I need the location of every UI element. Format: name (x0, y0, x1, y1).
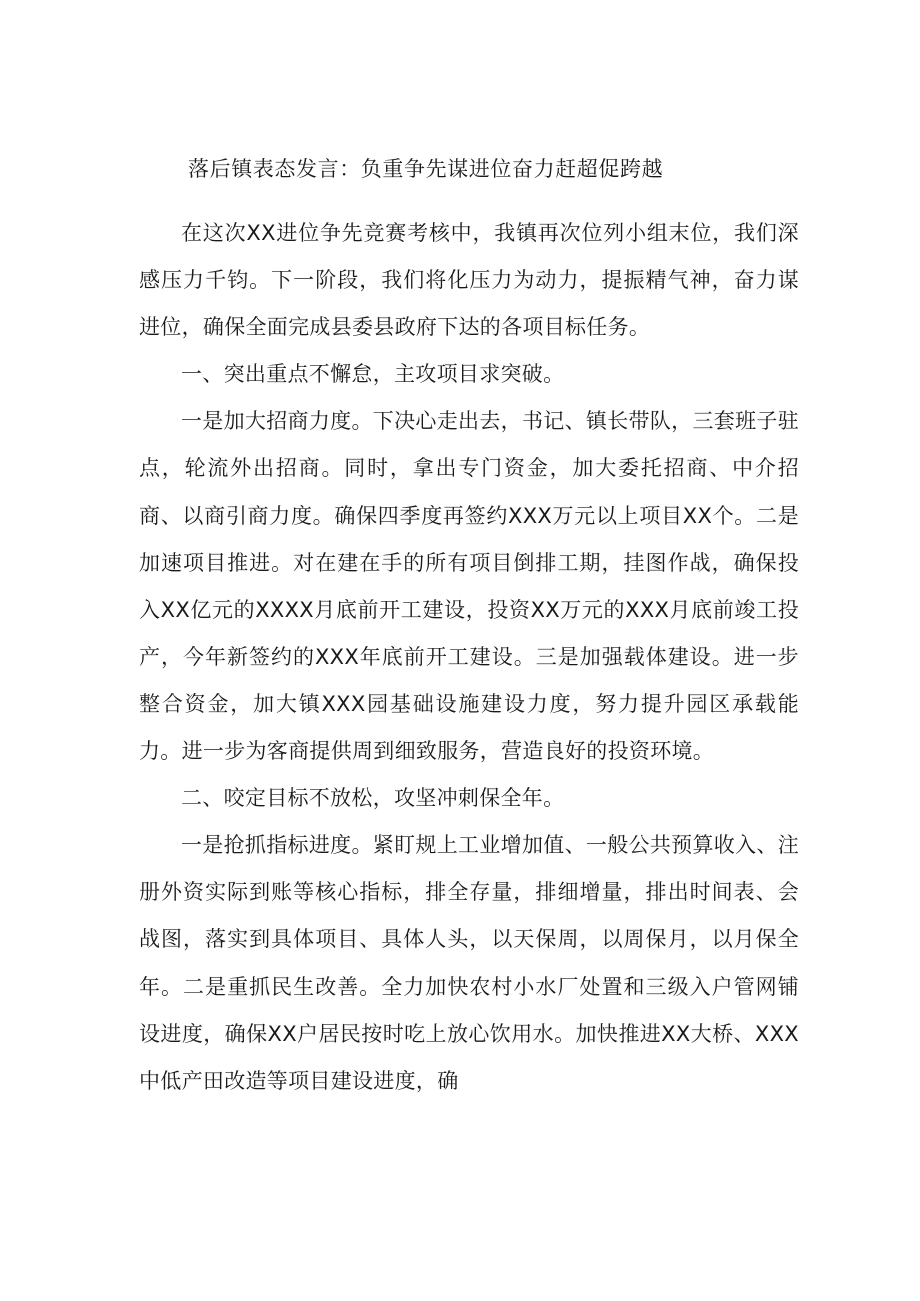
document-title: 落后镇表态发言：负重争先谋进位奋力赶超促跨越 (188, 157, 664, 181)
section-heading-2: 二、咬定目标不放松，攻坚冲刺保全年。 (181, 786, 565, 811)
document-body (139, 210, 799, 1105)
paragraph-section-1: 一是加大招商力度。下决心走出去，书记、镇长带队，三套班子驻点，轮流外出招商。同时，拿出专门资金，加大委托招商、中介招商、以商引商力度。确保四季度再签约XXX万元以上项目XX个。二是加速项目推进。对在建在手的所有项目倒排工期，挂图作战，确保投入XX亿元的XXXX月底前开工建设，投资XX万元的XXX月底前竣工投产，今年新签约的XXX年底前开工建设。三是加强载体建设。进一步整合资金，加大镇XXX园基础设施建设力度，努力提升园区承载能力。进一步为客商提供周到细致服务，营造良好的投资环境。 (139, 409, 799, 764)
paragraph-intro: 在这次XX进位争先竞赛考核中，我镇再次位列小组末位，我们深感压力千钧。下一阶段，我们将化压力为动力，提振精气神，奋力谋进位，确保全面完成县委县政府下达的各项目标任务。 (139, 221, 799, 340)
paragraph-section-2: 一是抢抓指标进度。紧盯规上工业增加值、一般公共预算收入、注册外资实际到账等核心指标，排全存量，排细增量，排出时间表、会战图，落实到具体项目、具体人头，以天保周，以周保月，以月保全年。二是重抓民生改善。全力加快农村小水厂处置和三级入户管网铺设进度，确保XX户居民按时吃上放心饮用水。加快推进XX大桥、XXX中低产田改造等项目建设进度，确 (139, 833, 799, 1093)
section-heading-1: 一、突出重点不懈怠，主攻项目求突破。 (181, 362, 565, 387)
